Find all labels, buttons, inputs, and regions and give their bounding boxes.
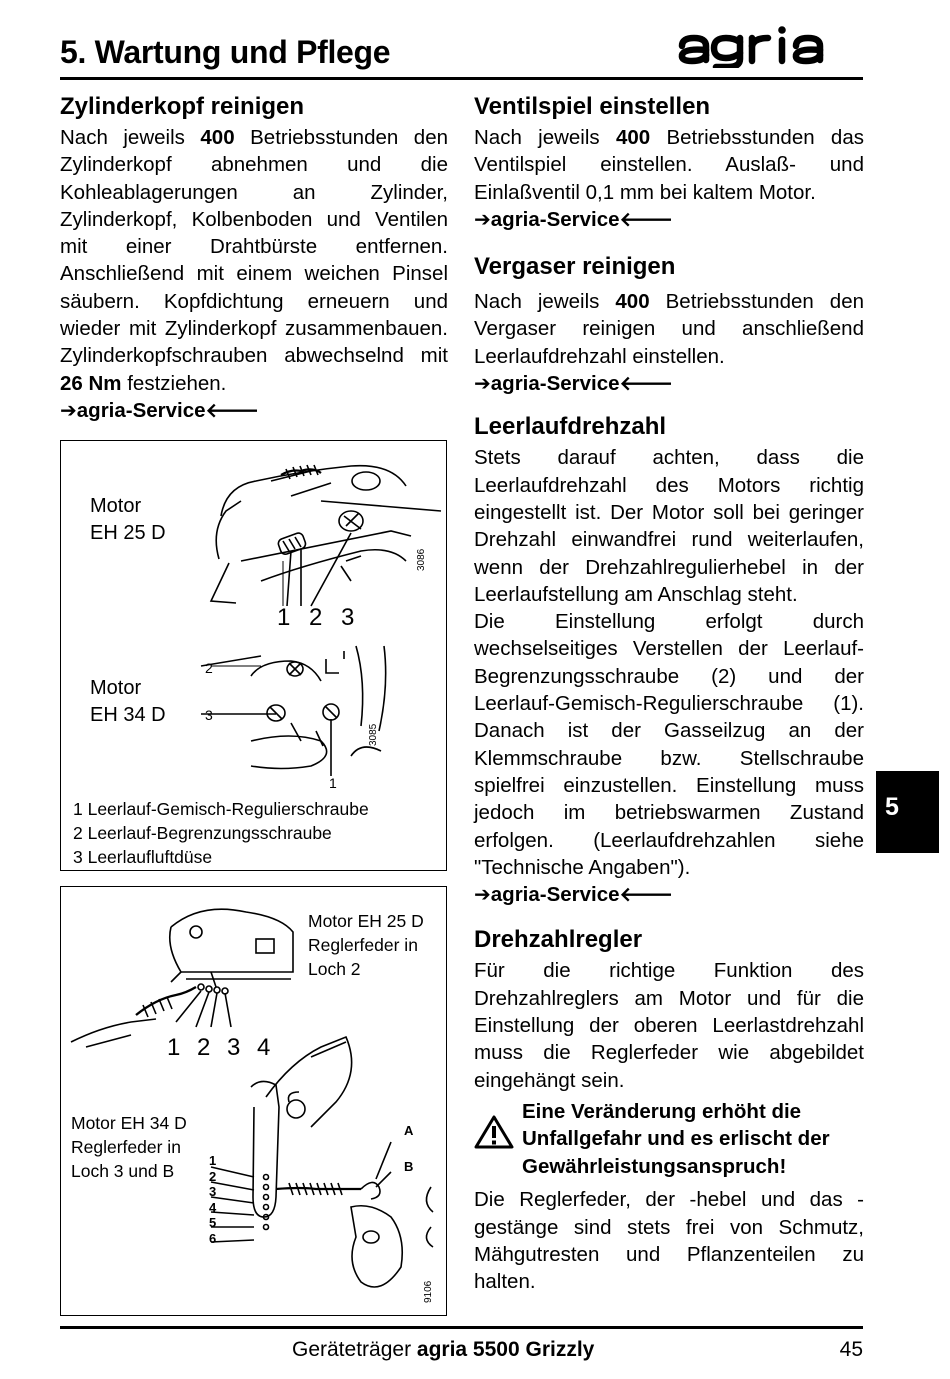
service-note <box>474 881 864 909</box>
governor-drawing <box>61 887 446 1315</box>
carburetor-drawing <box>61 441 446 796</box>
governor-spring-figure <box>60 886 447 1316</box>
arrow-right-icon: ➔ <box>474 208 491 231</box>
warning-box <box>474 1098 864 1181</box>
text-fragment: Nach jeweils <box>474 290 616 314</box>
chapter-tab: 5 <box>876 771 939 853</box>
arrow-right-icon: ➔ <box>60 399 77 422</box>
arrow-left-icon: 🡐 <box>619 884 674 907</box>
text-fragment: Betriebsstunden den Zylinderkopf abnehmen und die Kohleablagerungen an Zylinder, Zylinderkopf, Kolbenboden und Ventilen mit einer Drahtbürste entfernen. Anschließend mit einem weichen Pinsel säubern. Kopfdichtung erneuern und wieder mit Zylinderkopf zusammenbauen. Zylinderkopfschrauben abwechselnd mit <box>60 126 448 368</box>
callout-3: 3 <box>205 707 213 723</box>
footer-prefix: Geräteträger <box>292 1338 417 1361</box>
hours-value: 400 <box>615 290 650 314</box>
text-fragment: Betriebsstunden das Ventilspiel einstellen. Auslaß- und Einlaßventil 0,1 mm bei kaltem Motor. <box>474 126 864 204</box>
service-label: agria-Service <box>490 207 620 231</box>
hours-value: 400 <box>615 126 651 149</box>
label-line: Motor <box>90 677 142 699</box>
arrow-left-icon: 🡐 <box>619 208 674 231</box>
label-line: EH 25 D <box>90 522 166 544</box>
page-title: 5. Wartung und Pflege <box>60 34 391 70</box>
service-label: agria-Service <box>76 398 206 422</box>
service-note <box>474 370 864 398</box>
label-line: Loch 3 und B <box>71 1161 175 1181</box>
holes-top-labels: 1 2 3 4 <box>167 1034 276 1061</box>
service-label: agria-Service <box>490 883 620 907</box>
hole-label: 4 <box>209 1199 217 1215</box>
right-column <box>474 92 864 1296</box>
hole-label: 6 <box>209 1230 217 1246</box>
label-line: Motor <box>90 495 142 517</box>
figure-code-top: 3086 <box>416 548 427 571</box>
arrow-left-icon: 🡐 <box>619 373 674 396</box>
legend-item: 3 Leerlaufluftdüse <box>73 847 213 867</box>
hole-label: 2 <box>209 1168 217 1184</box>
heading-zylinderkopf: Zylinderkopf reinigen <box>60 93 305 120</box>
service-note <box>60 397 448 425</box>
hole-label: 1 <box>209 1153 217 1168</box>
footer-rule <box>60 1326 863 1329</box>
text-fragment: festziehen. <box>121 371 227 395</box>
service-note <box>474 206 864 234</box>
holes-side-labels <box>209 1153 216 1247</box>
hole-label: 5 <box>209 1215 217 1231</box>
callout-2: 2 <box>205 660 213 676</box>
warning-text: Eine Veränderung erhöht die Unfallgefahr und es erlischt der Gewährleistungsanspruch! <box>522 1099 830 1178</box>
callouts-top: 1 2 3 <box>277 604 361 631</box>
text-fragment: Nach jeweils <box>474 126 616 149</box>
left-column <box>60 92 448 425</box>
agria-logo <box>676 26 841 73</box>
text-leerlauf-2: Die Einstellung erfolgt durch wechselseitiges Verstellen der Leerlauf-Begrenzungsschraube (2) und der Leerlauf-Gemisch-Regulierschraube (1). Danach ist der Gasseilzug an der Klemmschraube bzw. Stellschraube spielfrei einzustellen. Einstellung muss jedoch im betriebswarmen Zustand erfolgen. (Leerlaufdrehzahlen siehe "Technische Angaben"). <box>474 610 864 879</box>
carburetor-figure <box>60 440 447 871</box>
hole-label: 3 <box>209 1184 217 1200</box>
text-ventilspiel <box>474 124 864 206</box>
arrow-left-icon: 🡐 <box>205 399 260 422</box>
legend-item: 2 Leerlauf-Begrenzungsschraube <box>73 823 332 843</box>
label-a: A <box>404 1123 414 1138</box>
arrow-right-icon: ➔ <box>474 884 491 907</box>
text-zylinderkopf <box>60 124 448 397</box>
text-leerlauf-1: Stets darauf achten, dass die Leerlaufdrehzahl des Motors richtig eingestellt ist. Der Motor soll bei geringer Drehzahl einwandfrei rund weiterlaufen, wenn der Drehzahlregulierhebel in der Leerlaufstellung am Anschlag steht. <box>474 446 864 606</box>
label-line: Reglerfeder in <box>308 935 418 955</box>
footer-model: agria 5500 Grizzly <box>416 1338 595 1361</box>
heading-drehzahlregler: Drehzahlregler <box>474 926 643 954</box>
figure-code: 9106 <box>423 1280 434 1303</box>
label-line: Loch 2 <box>308 959 361 979</box>
text-regler-2: Die Reglerfeder, der -hebel und das -gestänge sind stets frei von Schmutz, Mähgutresten und Pflanzenteilen zu halten. <box>474 1188 864 1294</box>
footer-title <box>292 1338 594 1362</box>
text-fragment: Nach jeweils <box>60 126 201 149</box>
page-number: 45 <box>839 1338 863 1361</box>
figure-legend <box>73 797 369 869</box>
legend-item: 1 Leerlauf-Gemisch-Regulierschraube <box>73 799 369 819</box>
label-b: B <box>404 1159 414 1174</box>
text-vergaser <box>474 288 864 370</box>
page-footer <box>60 1338 863 1368</box>
hours-value: 400 <box>200 126 235 149</box>
text-regler-1: Für die richtige Funktion des Drehzahlreglers am Motor und für die Einstellung der oberen Leerlastdrehzahl muss die Reglerfeder wie abgebildet eingehängt sein. <box>474 959 864 1092</box>
heading-vergaser: Vergaser reinigen <box>474 253 676 281</box>
text-fragment: Betriebsstunden den Vergaser reinigen und anschließend Leerlaufdrehzahl einstellen. <box>474 290 864 368</box>
heading-leerlaufdrehzahl: Leerlaufdrehzahl <box>474 413 667 441</box>
label-line: Motor EH 34 D <box>71 1113 187 1133</box>
arrow-right-icon: ➔ <box>474 373 491 396</box>
callout-1: 1 <box>329 775 337 791</box>
figure-code-bottom: 3085 <box>368 723 379 746</box>
warning-icon <box>474 1098 522 1155</box>
label-line: Reglerfeder in <box>71 1137 181 1157</box>
torque-value: 26 Nm <box>60 371 122 395</box>
header-rule <box>60 77 863 80</box>
service-label: agria-Service <box>490 372 620 396</box>
label-line: Motor EH 25 D <box>308 911 424 931</box>
heading-ventilspiel: Ventilspiel einstellen <box>474 93 711 120</box>
label-line: EH 34 D <box>90 704 166 726</box>
